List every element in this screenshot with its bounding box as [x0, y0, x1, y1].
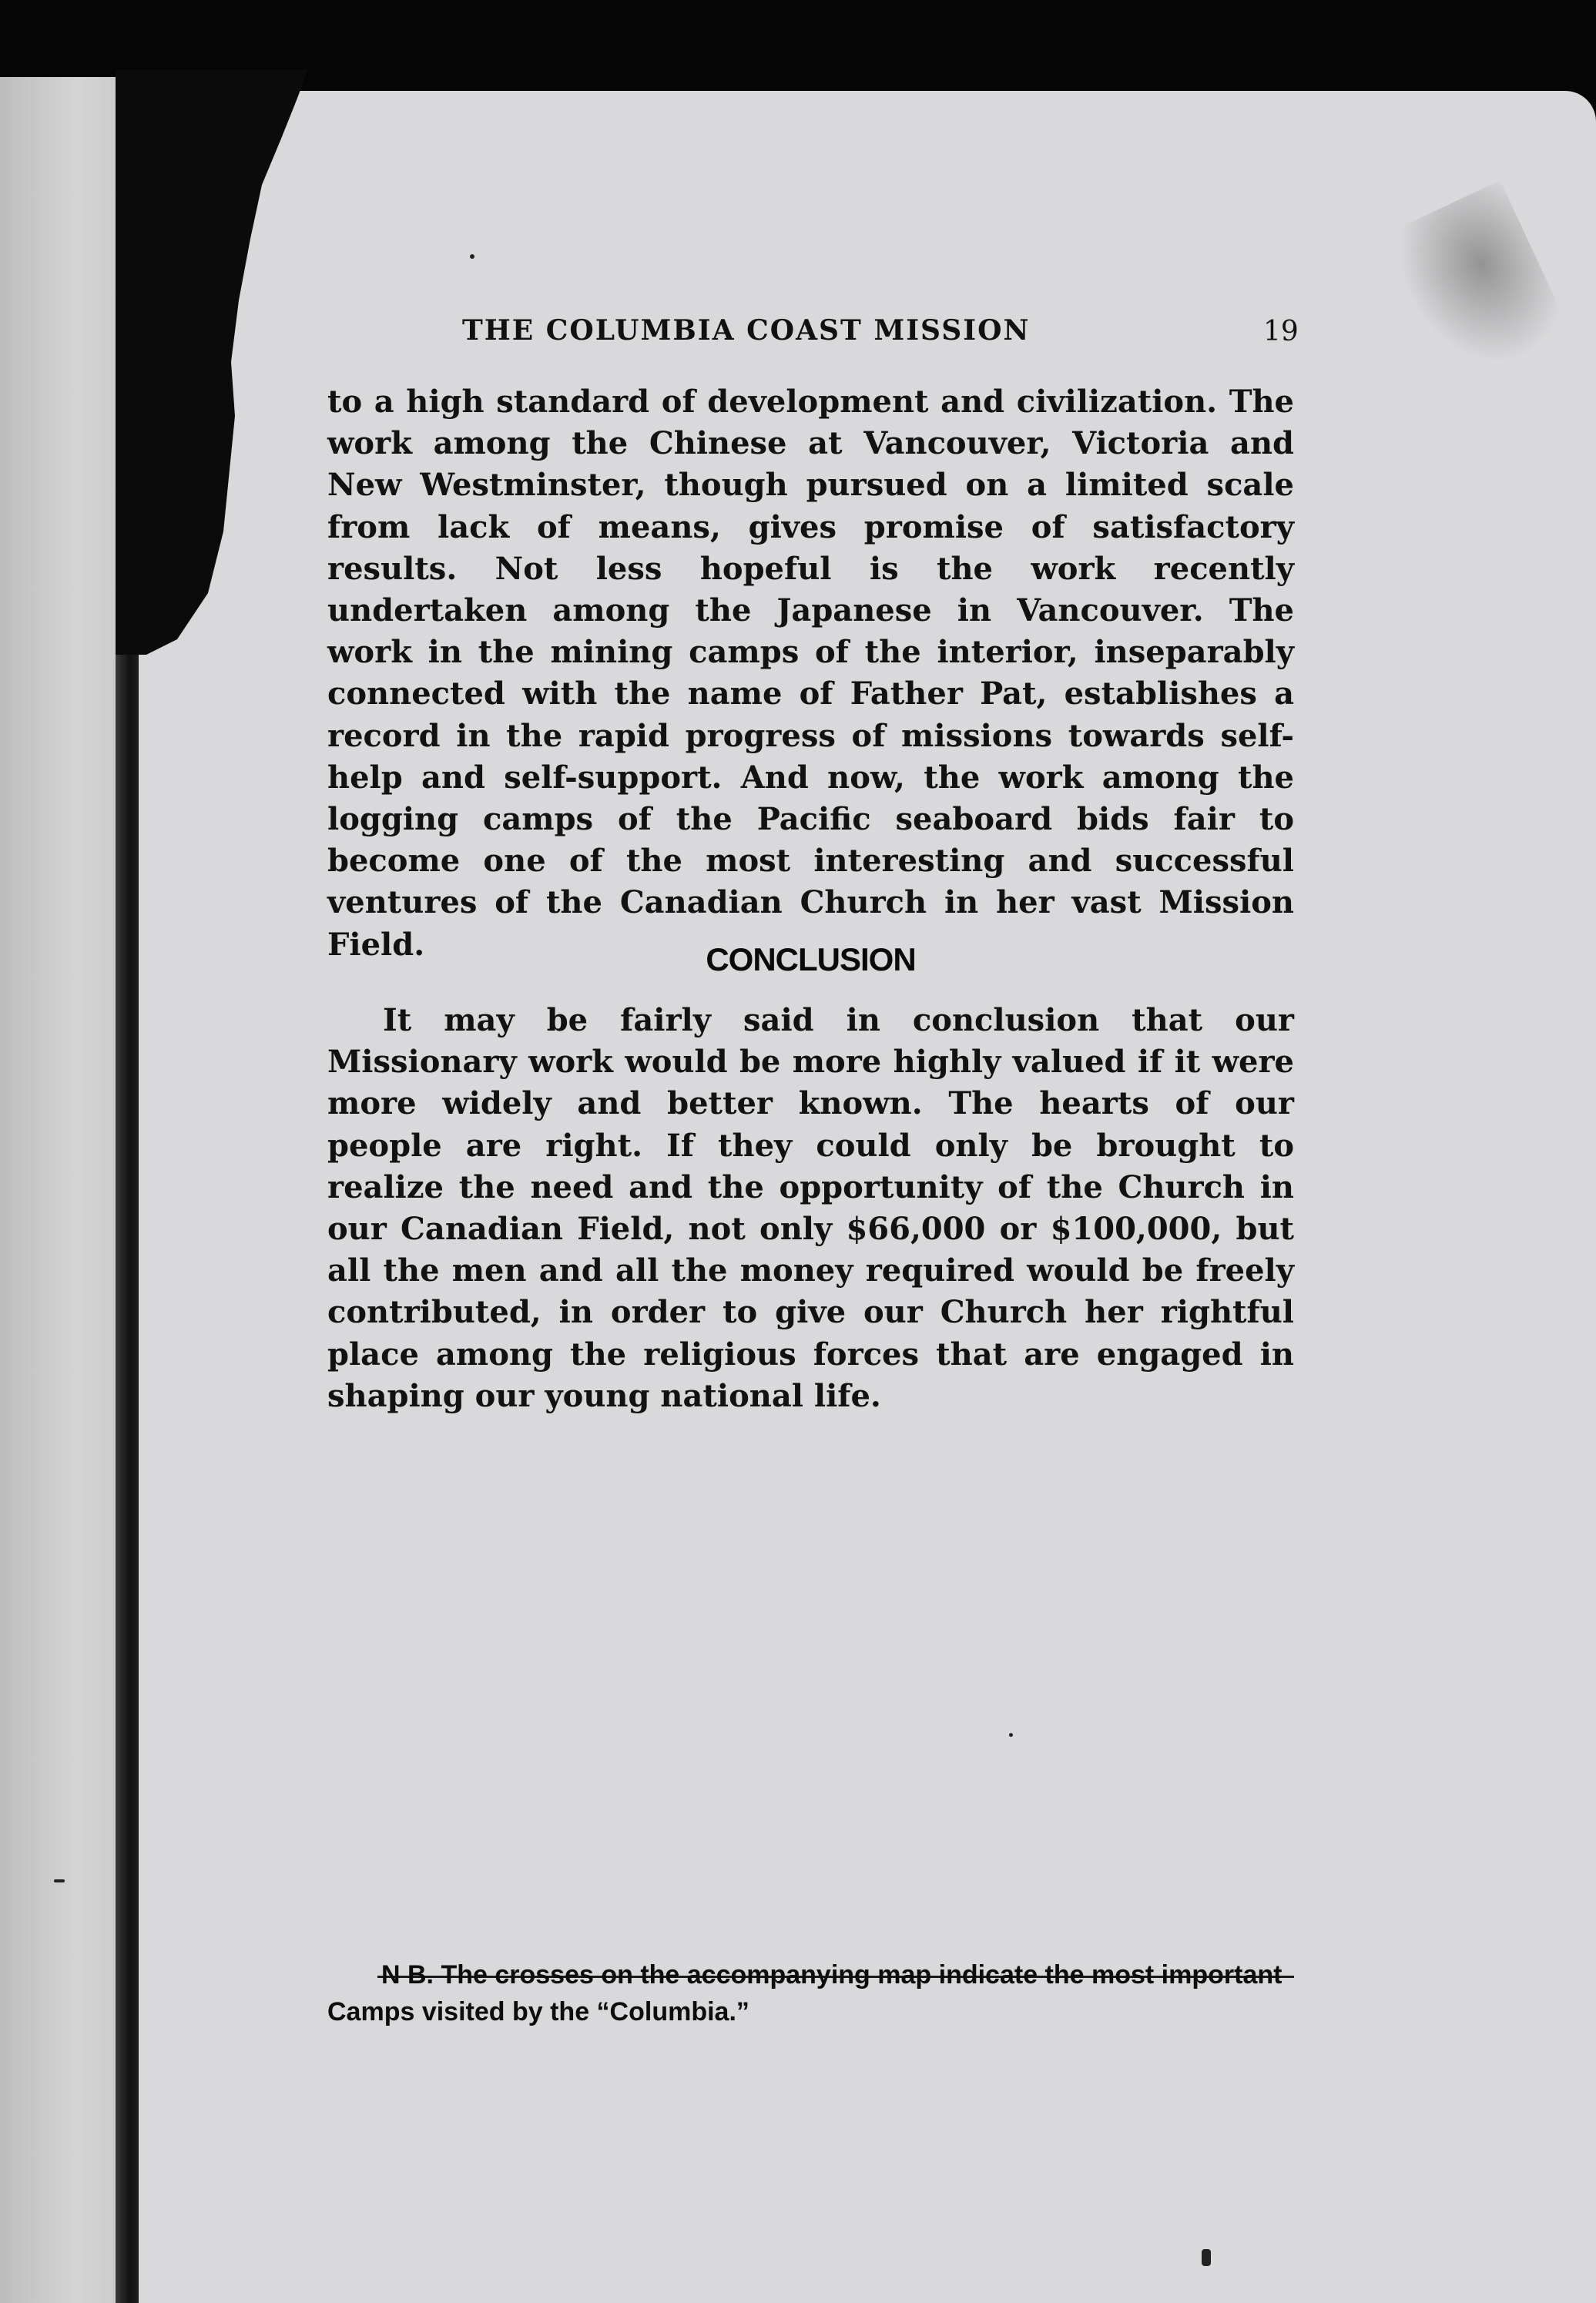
- torn-corner: [116, 69, 308, 655]
- conclusion-paragraph: It may be fairly said in conclusion that our Missionary work would be more highly valued if it were more widely and better known. The hearts of our people are right. If they could only be brought to realize the need and the opportunity of the Church in our Canadian Field, not only $66,000 or $100,000, but all the men and all the money required would be freely contributed, in order to give our Church her rightful place among the religious forces that are engaged in shaping our young national life.: [327, 1002, 1294, 1414]
- ink-speck: [54, 1879, 65, 1882]
- running-title: THE COLUMBIA COAST MISSION: [462, 314, 1031, 347]
- page-number: 19: [1263, 316, 1299, 347]
- body-paragraph: to a high standard of development and civilization. The work among the Chinese at Vancouver, Victoria and New Westminster, though pursued on a limited scale from lack of means, gives promise of satisfactory results. Not less hopeful is the work recently undertaken among the Japanese in Vancouver. The work in the mining camps of the interior, inseparably connected with the name of Father Pat, establishes a record in the rapid progress of missions towards self-help and self-support. And now, the work among the logging camps of the Pacific seaboard bids fair to become one of the most interesting and successful ventures of the Canadian Church in her vast Mission Field.: [327, 384, 1294, 963]
- ink-speck: [470, 254, 474, 259]
- footnote: N B. The crosses on the accompanying map indicate the most important Camps visited by the “Columbia.”: [327, 1960, 1282, 2026]
- previous-page-edge: [0, 77, 131, 2303]
- ink-speck: [1009, 1733, 1013, 1737]
- section-heading: CONCLUSION: [706, 941, 916, 977]
- ink-speck: [1202, 2249, 1211, 2266]
